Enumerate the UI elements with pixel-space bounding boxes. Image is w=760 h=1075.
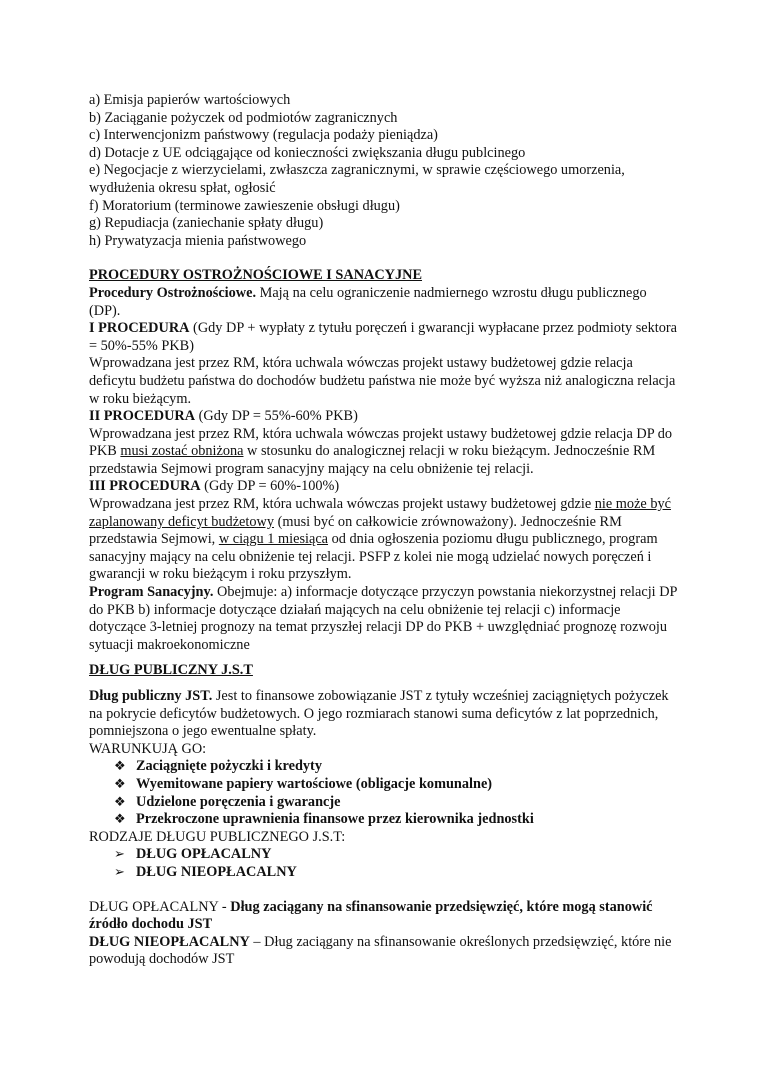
list-item: b) Zaciąganie pożyczek od podmiotów zagranicznych bbox=[89, 109, 398, 126]
procedure-1-text: Wprowadzana jest przez RM, która uchwala wówczas projekt ustawy budżetowej gdzie relacja deficytu budżetu państwa do dochodów budżetu państwa nie może być wyższa niż analogiczna relacja w roku bieżącym. bbox=[89, 355, 676, 407]
list-item: a) Emisja papierów wartościowych bbox=[89, 92, 291, 108]
sanacyjny-program bbox=[89, 584, 679, 654]
text-run: w stosunku do analogicznej relacji w roku bieżącym. Jednocześnie RM przedstawia Sejmowi program sanacyjny mający na celu obniżenie tej relacji. bbox=[89, 443, 656, 477]
list-item bbox=[114, 794, 679, 812]
intro-label: Procedury Ostrożnościowe. bbox=[89, 284, 257, 301]
list-item: h) Prywatyzacja mienia państwowego bbox=[89, 232, 307, 249]
document-page bbox=[89, 92, 679, 969]
list-item: d) Dotacje z UE odciągające od konieczności zwiększania długu publcinego bbox=[89, 144, 526, 161]
procedures-intro bbox=[89, 285, 679, 320]
underlined-text: nie może być zaplanowany deficyt budżetowy bbox=[89, 496, 671, 530]
oplacalny-definition bbox=[89, 899, 679, 934]
conditions-heading: WARUNKUJĄ GO: bbox=[89, 740, 207, 757]
underlined-text: w ciągu 1 miesiąca bbox=[218, 531, 329, 548]
procedure-2-heading bbox=[89, 408, 679, 426]
intro-text: Mają na celu ograniczenie nadmiernego wzrostu długu publicznego (DP). bbox=[89, 284, 647, 319]
jst-definition bbox=[89, 688, 679, 741]
list-item bbox=[114, 758, 679, 776]
underlined-text: musi zostać obniżona bbox=[120, 443, 244, 460]
text-run: (musi być on całkowicie zrównoważony). Jednocześnie RM przedstawia Sejmowi, bbox=[89, 513, 622, 548]
nieoplacalny-label: DŁUG NIEOPŁACALNY bbox=[89, 933, 250, 950]
list-item bbox=[114, 776, 679, 794]
procedure-2-text bbox=[89, 426, 679, 479]
procedure-1-label: I PROCEDURA bbox=[89, 320, 190, 337]
text-run: Wprowadzana jest przez RM, która uchwala wówczas projekt ustawy budżetowej gdzie relacja DP do PKB bbox=[89, 425, 673, 460]
procedure-3-heading bbox=[89, 478, 679, 496]
oplacalny-text: Dług zaciągany na sfinansowanie przedsięwzięć, które mogą stanowić źródło dochodu JST bbox=[89, 898, 653, 933]
list-item: e) Negocjacje z wierzycielami, zwłaszcza zagranicznymi, w sprawie częściowego umorzenia, wydłużenia okresu spłat, ogłosić bbox=[89, 162, 625, 196]
diamond-bullet-icon: ❖ bbox=[114, 776, 126, 792]
methods-list bbox=[89, 92, 679, 250]
procedure-1-heading bbox=[89, 320, 679, 355]
jst-heading: DŁUG PUBLICZNY J.S.T bbox=[89, 662, 253, 679]
list-item bbox=[114, 864, 679, 882]
types-list bbox=[89, 846, 679, 881]
procedure-3-text bbox=[89, 496, 679, 584]
types-heading: RODZAJE DŁUGU PUBLICZNEGO J.S.T: bbox=[89, 828, 346, 845]
program-label: Program Sanacyjny. bbox=[89, 584, 214, 601]
program-text: Obejmuje: a) informacje dotyczące przyczyn powstania niekorzystnej relacji DP do PKB b) informacje dotyczące działań mających na celu obniżenie tej relacji c) informacje dotyczące 3-letniej prognozy na temat przyszłej relacji DP do PKB + uwzględniać prognozę rozwoju sytuacji makroekonomiczne bbox=[89, 584, 677, 653]
procedure-1-condition: (Gdy DP + wypłaty z tytułu poręczeń i gwarancji wypłacane przez podmioty sektora = 50%-55% PKB) bbox=[89, 320, 677, 354]
procedure-3-condition: (Gdy DP = 60%-100%) bbox=[200, 478, 340, 495]
list-item: g) Repudiacja (zaniechanie spłaty długu) bbox=[89, 215, 324, 232]
procedure-2-condition: (Gdy DP = 55%-60% PKB) bbox=[195, 408, 358, 425]
diamond-bullet-icon: ❖ bbox=[114, 759, 126, 775]
list-item-text: Wyemitowane papiery wartościowe (obligacje komunalne) bbox=[136, 775, 493, 792]
arrow-bullet-icon: ➢ bbox=[114, 847, 125, 863]
procedure-3-label: III PROCEDURA bbox=[89, 478, 201, 495]
list-item-text: Udzielone poręczenia i gwarancje bbox=[136, 793, 341, 810]
list-item bbox=[114, 846, 679, 864]
procedures-heading: PROCEDURY OSTROŻNOŚCIOWE I SANACYJNE bbox=[89, 267, 423, 284]
list-item-text: DŁUG NIEOPŁACALNY bbox=[136, 863, 297, 880]
list-item-text: Przekroczone uprawnienia finansowe przez kierownika jednostki bbox=[136, 811, 534, 828]
list-item bbox=[114, 811, 679, 829]
conditions-list bbox=[89, 758, 679, 828]
oplacalny-label: DŁUG OPŁACALNY - bbox=[89, 898, 231, 915]
diamond-bullet-icon: ❖ bbox=[114, 794, 126, 810]
text-run: Wprowadzana jest przez RM, która uchwala wówczas projekt ustawy budżetowej gdzie bbox=[89, 496, 595, 513]
procedure-2-label: II PROCEDURA bbox=[89, 408, 196, 425]
nieoplacalny-text: – Dług zaciągany na sfinansowanie określonych przedsięwzięć, które nie powodują dochodów JST bbox=[89, 933, 672, 968]
list-item: c) Interwencjonizm państwowy (regulacja podaży pieniądza) bbox=[89, 127, 438, 144]
list-item-text: Zaciągnięte pożyczki i kredyty bbox=[136, 758, 322, 775]
diamond-bullet-icon: ❖ bbox=[114, 812, 126, 828]
list-item-text: DŁUG OPŁACALNY bbox=[136, 846, 272, 863]
text-run: od dnia ogłoszenia poziomu długu publicznego, program sanacyjny mający na celu obniżenie tej relacji. PSFP z kolei nie mogą udzielać nowych poręczeń i gwarancji w roku bieżącym i roku przyszłym. bbox=[89, 531, 658, 583]
jst-def-text: Jest to finansowe zobowiązanie JST z tytuły wcześniej zaciągniętych pożyczek na pokrycie deficytów budżetowych. O jego rozmiarach stanowi suma deficytów z lat poprzednich, pomniejszona o jego ewentualne spłaty. bbox=[89, 688, 669, 740]
nieoplacalny-definition bbox=[89, 934, 679, 969]
list-item: f) Moratorium (terminowe zawieszenie obsługi długu) bbox=[89, 197, 400, 214]
jst-def-label: Dług publiczny JST. bbox=[89, 688, 213, 704]
arrow-bullet-icon: ➢ bbox=[114, 864, 125, 880]
